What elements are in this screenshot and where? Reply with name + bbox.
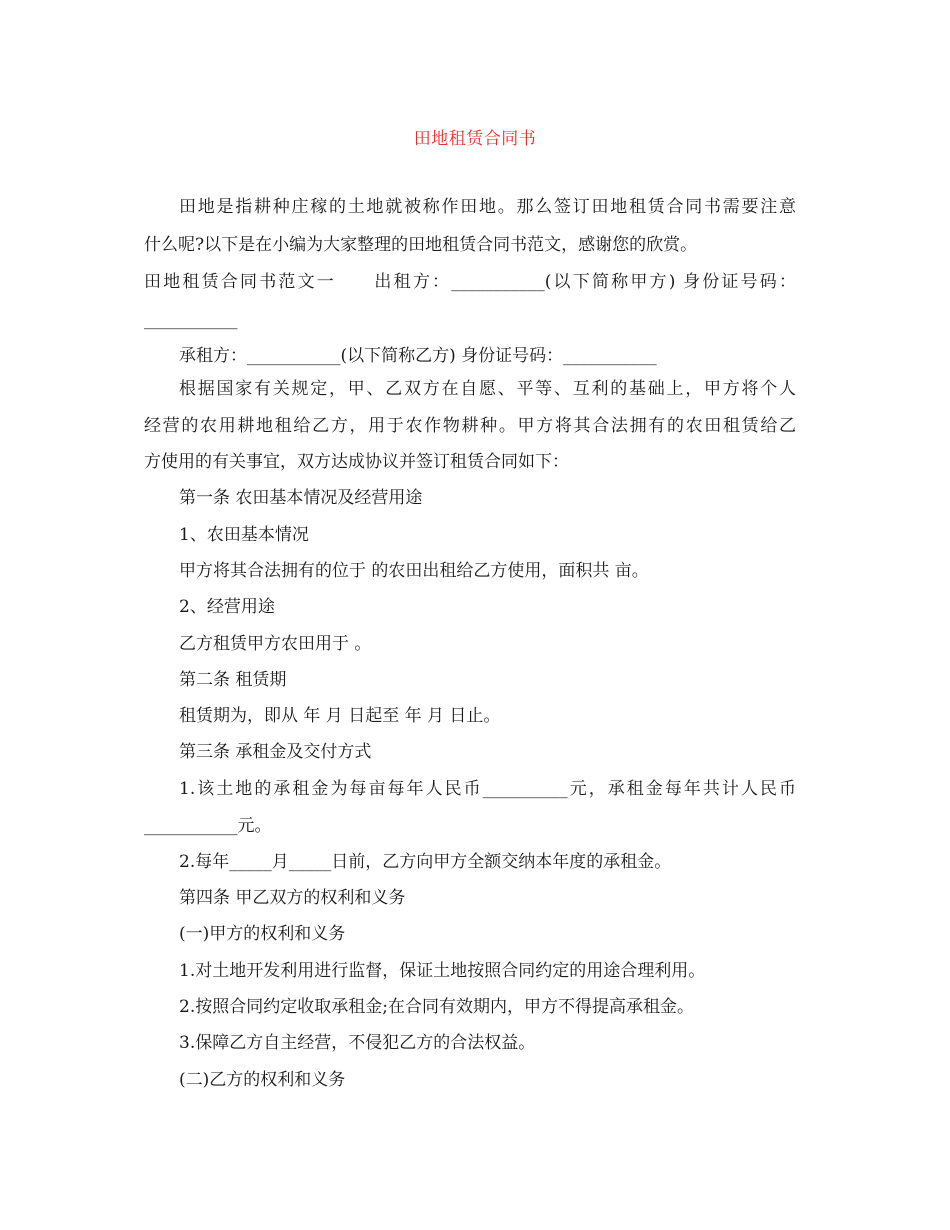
paragraph-line: 2.按照合同约定收取承租金;在合同有效期内，甲方不得提高承租金。 xyxy=(179,997,694,1017)
paragraph-line: 甲方将其合法拥有的位于 的农田出租给乙方使用，面积共 亩。 xyxy=(179,561,649,581)
paragraph-line: 1.对土地开发利用进行监督，保证土地按照合同约定的用途合理利用。 xyxy=(179,961,706,981)
paragraph-line: 1.该土地的承租金为每亩每年人民币__________元，承租金每年共计人民币 xyxy=(179,779,796,799)
paragraph-line: 经营的农用耕地租给乙方，用于农作物耕种。甲方将其合法拥有的农田租赁给乙 xyxy=(144,416,796,436)
paragraph-line: 什么呢?以下是在小编为大家整理的田地租赁合同书范文，感谢您的欣赏。 xyxy=(144,235,698,255)
paragraph-line: 3.保障乙方自主经营，不侵犯乙方的合法权益。 xyxy=(179,1033,536,1053)
paragraph-line: 2.每年_____月_____日前，乙方向甲方全额交纳本年度的承租金。 xyxy=(179,852,672,872)
paragraph-line: 方使用的有关事宜，双方达成协议并签订租赁合同如下： xyxy=(144,452,569,472)
paragraph-line: 承租方：___________(以下简称乙方) 身份证号码：___________ xyxy=(179,346,657,366)
blank-line: ___________ xyxy=(144,310,238,330)
subsection-heading: 2、经营用途 xyxy=(179,597,275,617)
paragraph-line: 租赁期为，即从 年 月 日起至 年 月 日止。 xyxy=(179,706,501,726)
paragraph-line: 根据国家有关规定，甲、乙双方在自愿、平等、互利的基础上，甲方将个人 xyxy=(179,379,796,399)
subsection-heading: (一)甲方的权利和义务 xyxy=(179,924,346,944)
paragraph-line: 田地租赁合同书范文一 出租方：___________(以下简称甲方) 身份证号码： xyxy=(144,272,796,292)
subsection-heading: (二)乙方的权利和义务 xyxy=(179,1070,346,1090)
subsection-heading: 1、农田基本情况 xyxy=(179,525,309,545)
paragraph-line: 田地是指耕种庄稼的土地就被称作田地。那么签订田地租赁合同书需要注意 xyxy=(179,197,796,217)
section-heading: 第一条 农田基本情况及经营用途 xyxy=(179,488,423,508)
document-title: 田地租赁合同书 xyxy=(413,129,537,149)
paragraph-line: ___________元。 xyxy=(144,816,272,836)
section-heading: 第三条 承租金及交付方式 xyxy=(179,742,372,762)
paragraph-line: 乙方租赁甲方农田用于 。 xyxy=(179,634,372,654)
section-heading: 第二条 租赁期 xyxy=(179,670,287,690)
section-heading: 第四条 甲乙双方的权利和义务 xyxy=(179,888,406,908)
